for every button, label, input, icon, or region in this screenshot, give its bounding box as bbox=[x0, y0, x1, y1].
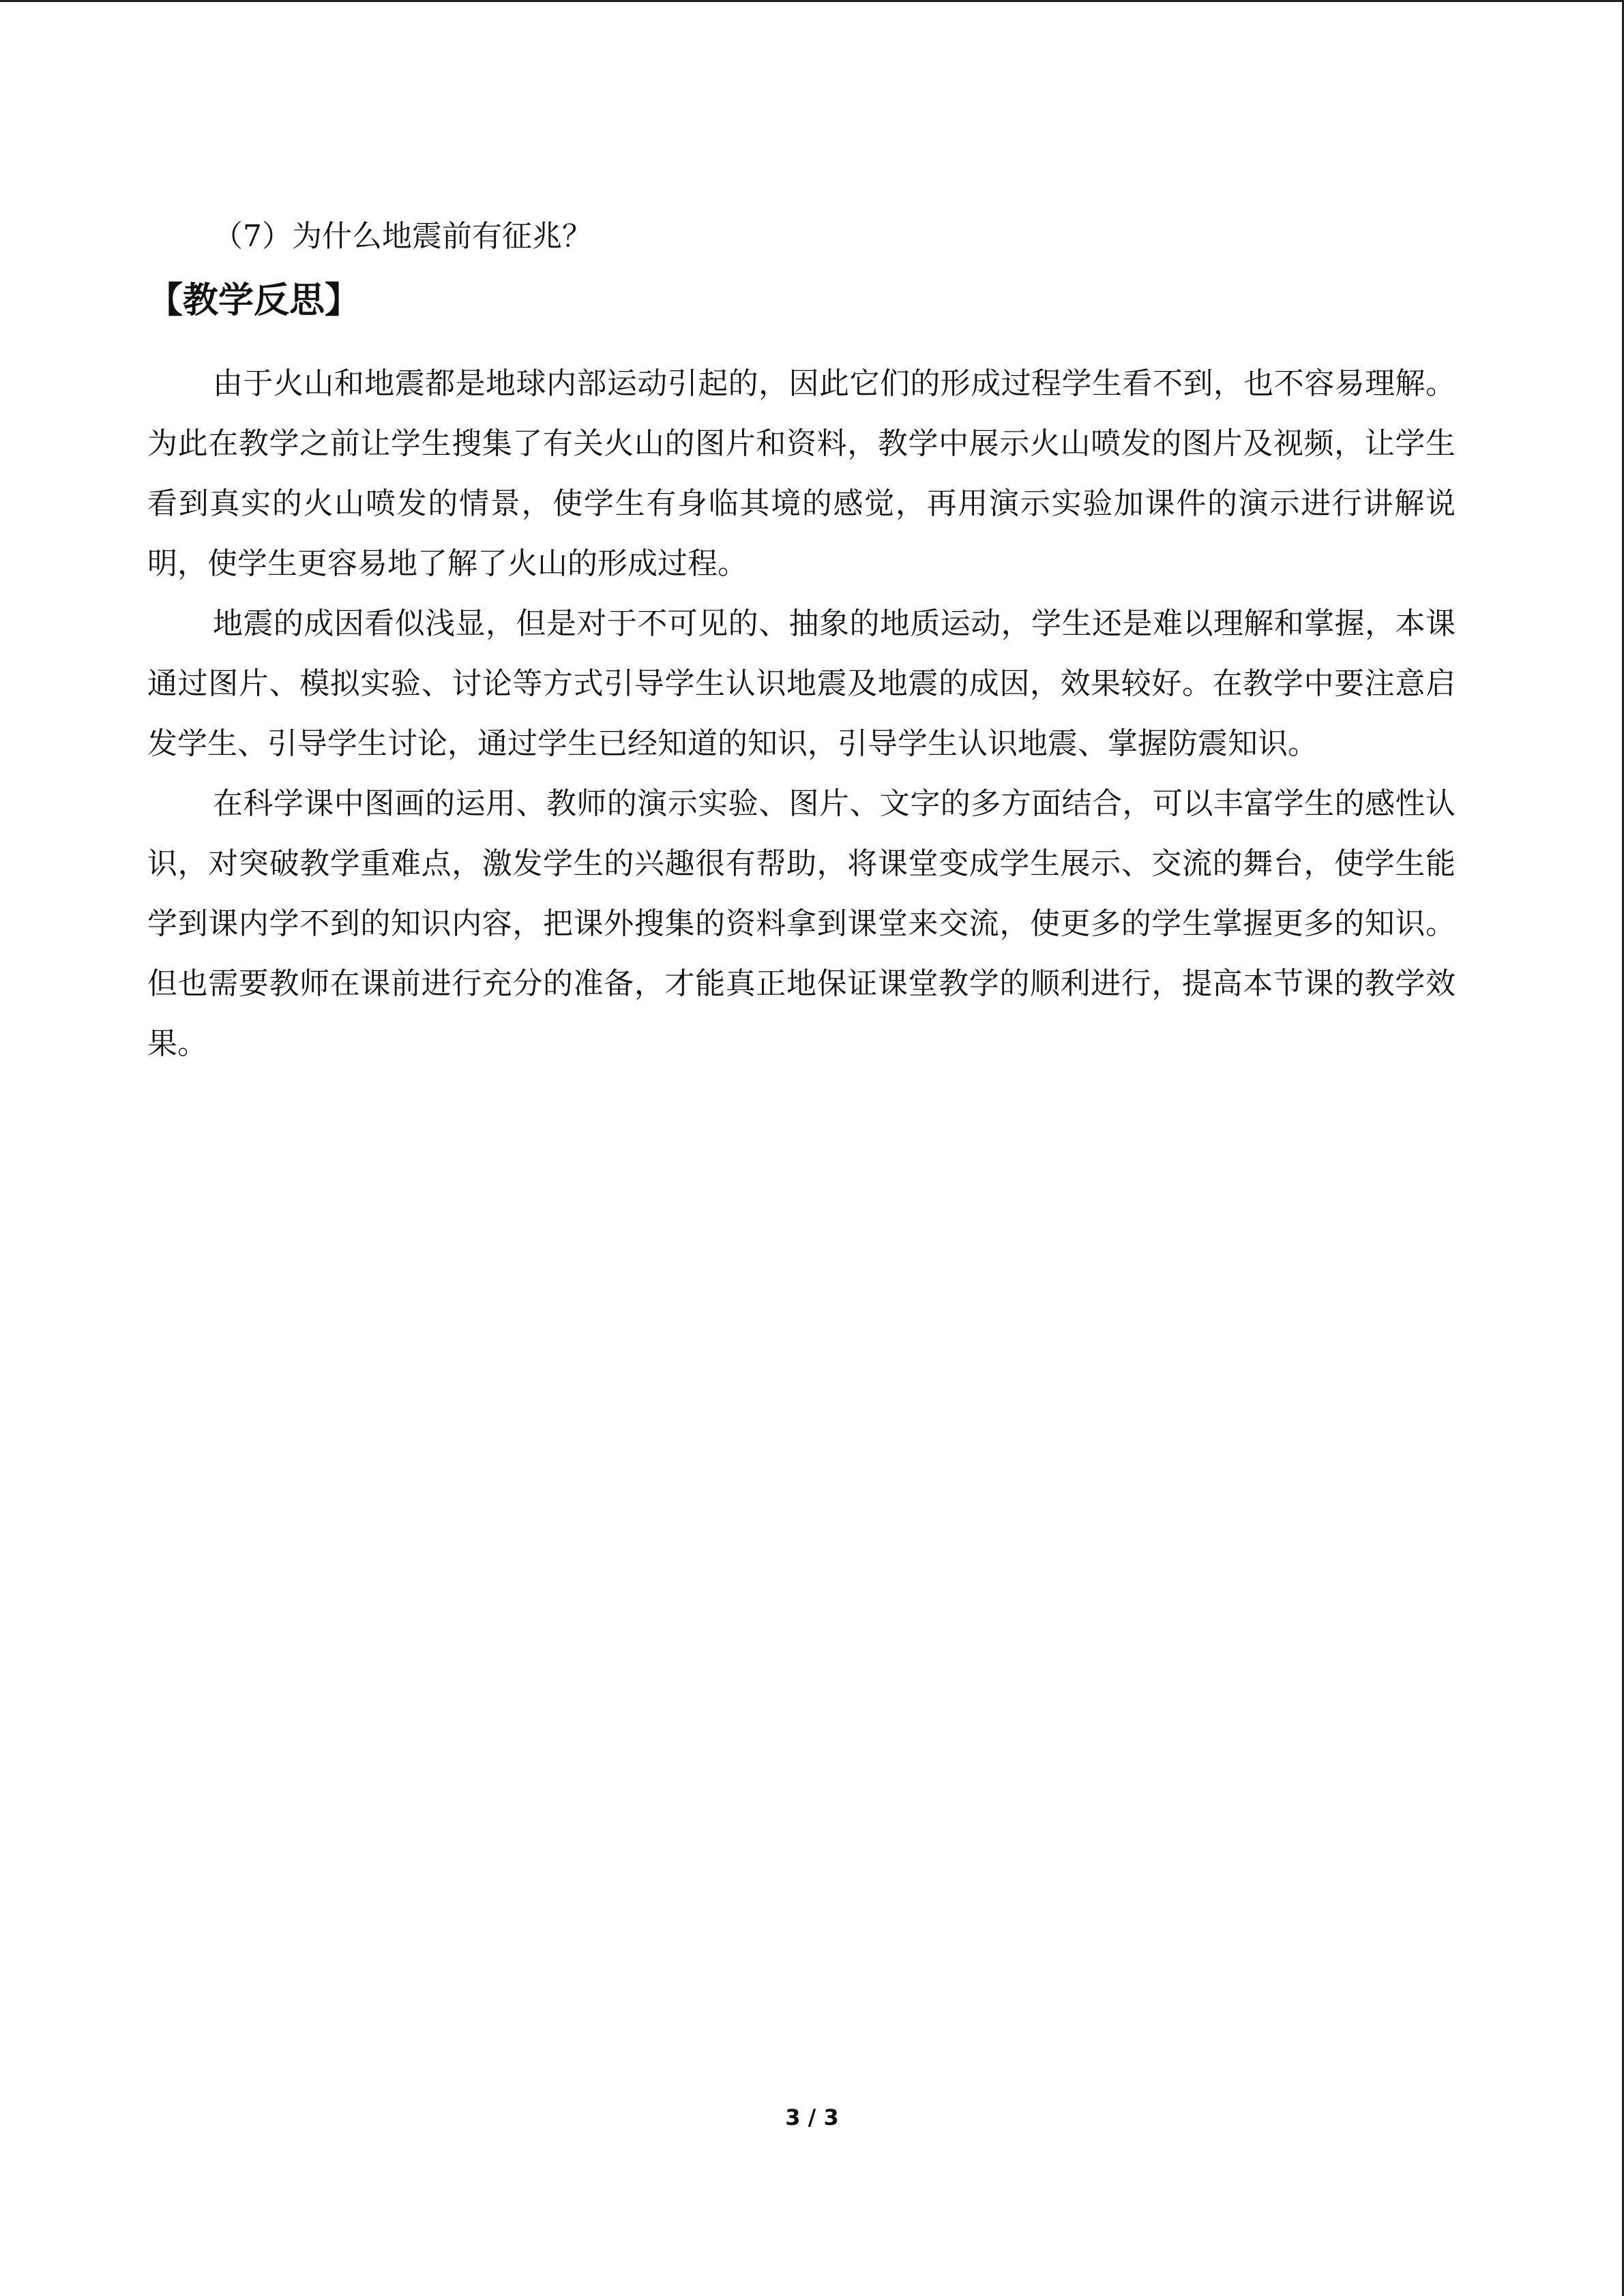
question-line: （7）为什么地震前有征兆？ bbox=[213, 219, 592, 254]
section-heading: 【教学反思】 bbox=[147, 280, 361, 321]
body-text bbox=[147, 354, 1456, 1074]
paragraph-3: 在科学课中图画的运用、教师的演示实验、图片、文字的多方面结合，可以丰富学生的感性认识，对突破教学重难点，激发学生的兴趣很有帮助，将课堂变成学生展示、交流的舞台，使学生能学到课内学不到的知识内容，把课外搜集的资料拿到课堂来交流，使更多的学生掌握更多的知识。但也需要教师在课前进行充分的准备，才能真正地保证课堂教学的顺利进行，提高本节课的教学效果。 bbox=[147, 786, 1456, 1061]
paragraph-2: 地震的成因看似浅显，但是对于不可见的、抽象的地质运动，学生还是难以理解和掌握，本课通过图片、模拟实验、讨论等方式引导学生认识地震及地震的成因，效果较好。在教学中要注意启发学生、引导学生讨论，通过学生已经知道的知识，引导学生认识地震、掌握防震知识。 bbox=[147, 606, 1456, 761]
page-number: 3 / 3 bbox=[785, 2104, 839, 2130]
paragraph-1: 由于火山和地震都是地球内部运动引起的，因此它们的形成过程学生看不到，也不容易理解。为此在教学之前让学生搜集了有关火山的图片和资料，教学中展示火山喷发的图片及视频，让学生看到真实的火山喷发的情景，使学生有身临其境的感觉，再用演示实验加课件的演示进行讲解说明，使学生更容易地了解了火山的形成过程。 bbox=[147, 366, 1456, 581]
